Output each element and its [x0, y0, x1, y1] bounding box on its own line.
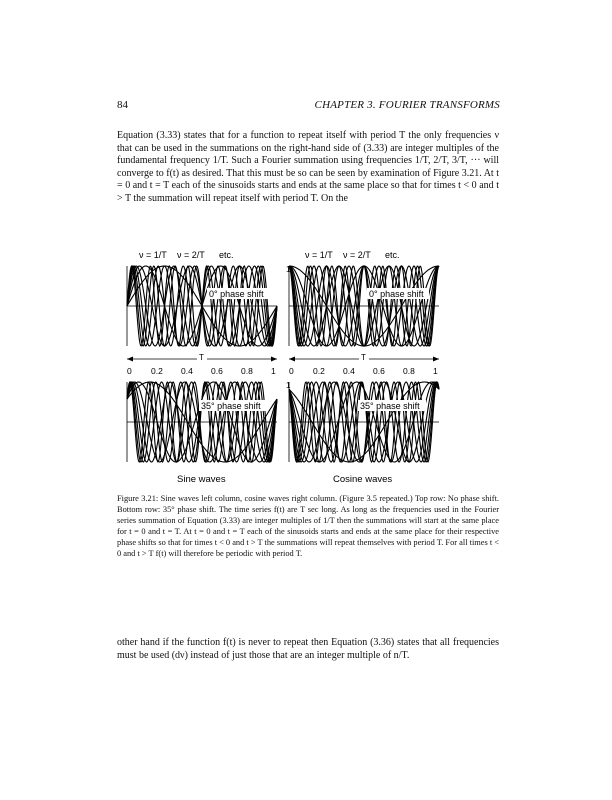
period-arrow-left	[127, 352, 277, 362]
etc-label: etc.	[219, 250, 234, 260]
panel-cosine-35deg	[289, 382, 439, 462]
panel-cosine-0deg	[289, 266, 439, 346]
x-tick-label: 0	[127, 366, 132, 376]
amplitude-label-bottom: 1	[286, 381, 291, 390]
x-tick-label: 0.6	[211, 366, 223, 376]
x-tick-label: 0	[289, 366, 294, 376]
caption-label: Figure 3.21:	[117, 494, 159, 503]
period-arrow-right	[289, 352, 439, 362]
figure-svg	[115, 236, 445, 486]
etc-label-right: etc.	[385, 250, 400, 260]
period-label-right: T	[361, 353, 366, 362]
body-paragraph-bottom: other hand if the function f(t) is never to repeat then Equation (3.36) states that all frequencies must be used (dν) instead of just those that are an integer multiple of n/T.	[117, 637, 499, 661]
body-paragraph-top: Equation (3.33) states that for a function to repeat itself with period T the only frequencies ν that can be used in the summations on the right-hand side of (3.33) are integer multiples of the fundamental frequency 1/T. Such a Fourier summation using frequencies 1/T, 2/T, 3/T, ··· will converge to f(t) as desired. That this must be so can be seen by examination of Figure 3.21. At t = 0 and t = T each of the sinusoids starts and ends at the same place so that for times t < 0 and t > T the summation will repeat itself with period T. On the	[117, 130, 499, 204]
figure-3-21	[115, 236, 445, 486]
x-tick-label: 0.8	[241, 366, 253, 376]
running-head: CHAPTER 3. FOURIER TRANSFORMS	[314, 99, 500, 111]
phase-label-bottom-left: 35° phase shift	[201, 401, 261, 411]
x-tick-label: 0.2	[151, 366, 163, 376]
x-tick-label: 0.4	[343, 366, 355, 376]
x-tick-label: 0.4	[181, 366, 193, 376]
period-label-left: T	[199, 353, 204, 362]
x-tick-label: 1	[271, 366, 276, 376]
amplitude-label-top: 1	[286, 265, 291, 274]
figure-caption	[117, 493, 499, 560]
freq-label-1: ν = 1/T	[139, 250, 167, 260]
phase-label-top-right: 0° phase shift	[369, 289, 424, 299]
x-tick-label: 1	[433, 366, 438, 376]
panel-sine-0deg	[127, 266, 277, 346]
column-label-right: Cosine waves	[333, 474, 393, 485]
page-number: 84	[117, 99, 128, 111]
freq-label-2: ν = 2/T	[177, 250, 205, 260]
x-tick-label: 0.6	[373, 366, 385, 376]
freq-label-1-right: ν = 1/T	[305, 250, 333, 260]
column-label-left: Sine waves	[177, 474, 226, 485]
panel-sine-35deg	[127, 382, 277, 462]
x-tick-label: 0.8	[403, 366, 415, 376]
caption-text: Sine waves left column, cosine waves right column. (Figure 3.5 repeated.) Top row: No phase shift. Bottom row: 35° phase shift. The time series f(t) are T sec long. As long as the frequencies used in the Fourier series summation of Equation (3.33) are integer multiples of 1/T then the summations will start at the same place for t = 0 and t = T. At t = 0 and t = T each of the sinusoids starts and ends at the same place for their respective phase shifts so that for times t < 0 and t > T the summations will repeat themselves with period T. For all times t < 0 and t > T f(t) will therefore be periodic with period T.	[117, 494, 500, 559]
x-tick-label: 0.2	[313, 366, 325, 376]
phase-label-top-left: 0° phase shift	[209, 289, 264, 299]
phase-label-bottom-right: 35° phase shift	[360, 401, 420, 411]
freq-label-2-right: ν = 2/T	[343, 250, 371, 260]
